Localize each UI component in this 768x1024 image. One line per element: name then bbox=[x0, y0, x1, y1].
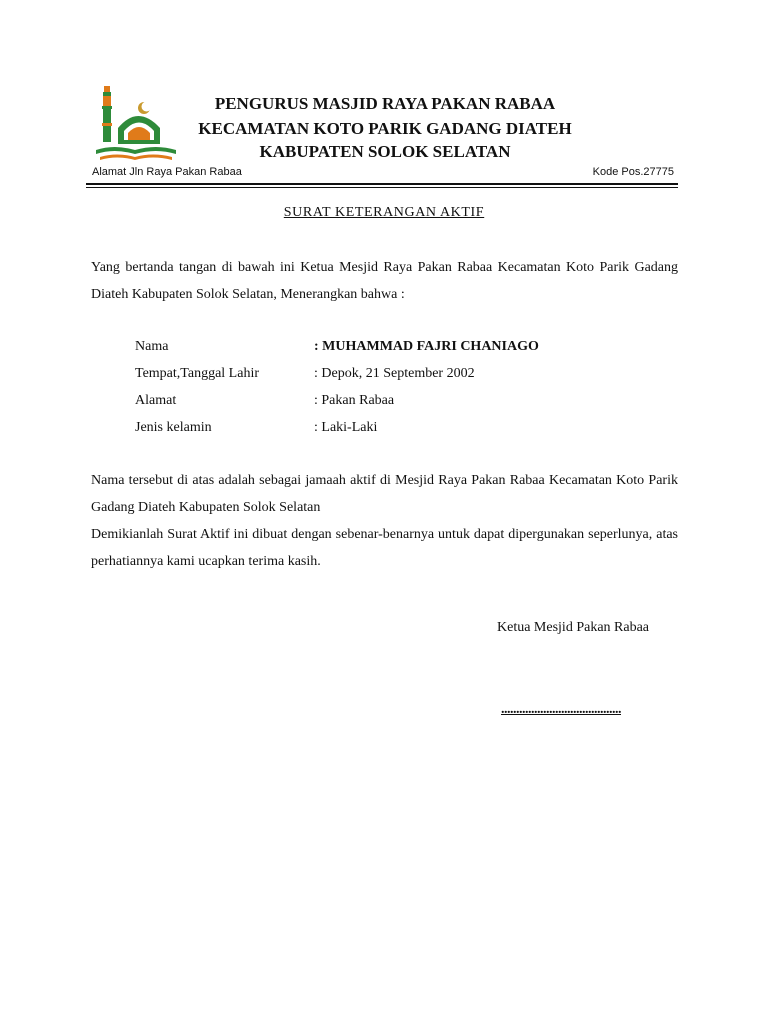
letterhead-divider-thick bbox=[86, 183, 678, 185]
org-name-line3: KABUPATEN SOLOK SELATAN bbox=[259, 142, 511, 161]
intro-paragraph: Yang bertanda tangan di bawah ini Ketua Mesjid Raya Pakan Rabaa Kecamatan Koto Parik Gadang Diateh Kabupaten Solok Selatan, Menerangkan bahwa : bbox=[91, 260, 678, 302]
statement-paragraph: Nama tersebut di atas adalah sebagai jamaah aktif di Mesjid Raya Pakan Rabaa Kecamatan Koto Parik Gadang Diateh Kabupaten Solok Selatan bbox=[91, 473, 678, 515]
address-text: Alamat Jln Raya Pakan Rabaa bbox=[92, 166, 242, 178]
signature-line: ........................................ bbox=[501, 702, 621, 717]
field-label: Nama bbox=[135, 339, 169, 354]
org-name-line2: KECAMATAN KOTO PARIK GADANG DIATEH bbox=[198, 119, 572, 138]
document-title: SURAT KETERANGAN AKTIF bbox=[283, 205, 485, 220]
field-value: : Depok, 21 September 2002 bbox=[314, 366, 475, 381]
mosque-logo-icon bbox=[90, 82, 180, 164]
field-value: : Laki-Laki bbox=[314, 420, 378, 435]
field-label: Jenis kelamin bbox=[135, 420, 212, 435]
postal-code: Kode Pos.27775 bbox=[592, 166, 674, 178]
field-label: Alamat bbox=[135, 393, 177, 408]
signer-title: Ketua Mesjid Pakan Rabaa bbox=[497, 620, 650, 635]
field-value: : MUHAMMAD FAJRI CHANIAGO bbox=[314, 339, 539, 354]
letterhead-divider-thin bbox=[86, 187, 678, 188]
field-value: : Pakan Rabaa bbox=[314, 393, 395, 408]
org-name-line1: PENGURUS MASJID RAYA PAKAN RABAA bbox=[214, 94, 556, 113]
closing-paragraph: Demikianlah Surat Aktif ini dibuat dengan sebenar-benarnya untuk dapat dipergunakan seperlunya, atas perhatiannya kami ucapkan terima kasih. bbox=[91, 527, 678, 569]
field-label: Tempat,Tanggal Lahir bbox=[135, 366, 259, 381]
